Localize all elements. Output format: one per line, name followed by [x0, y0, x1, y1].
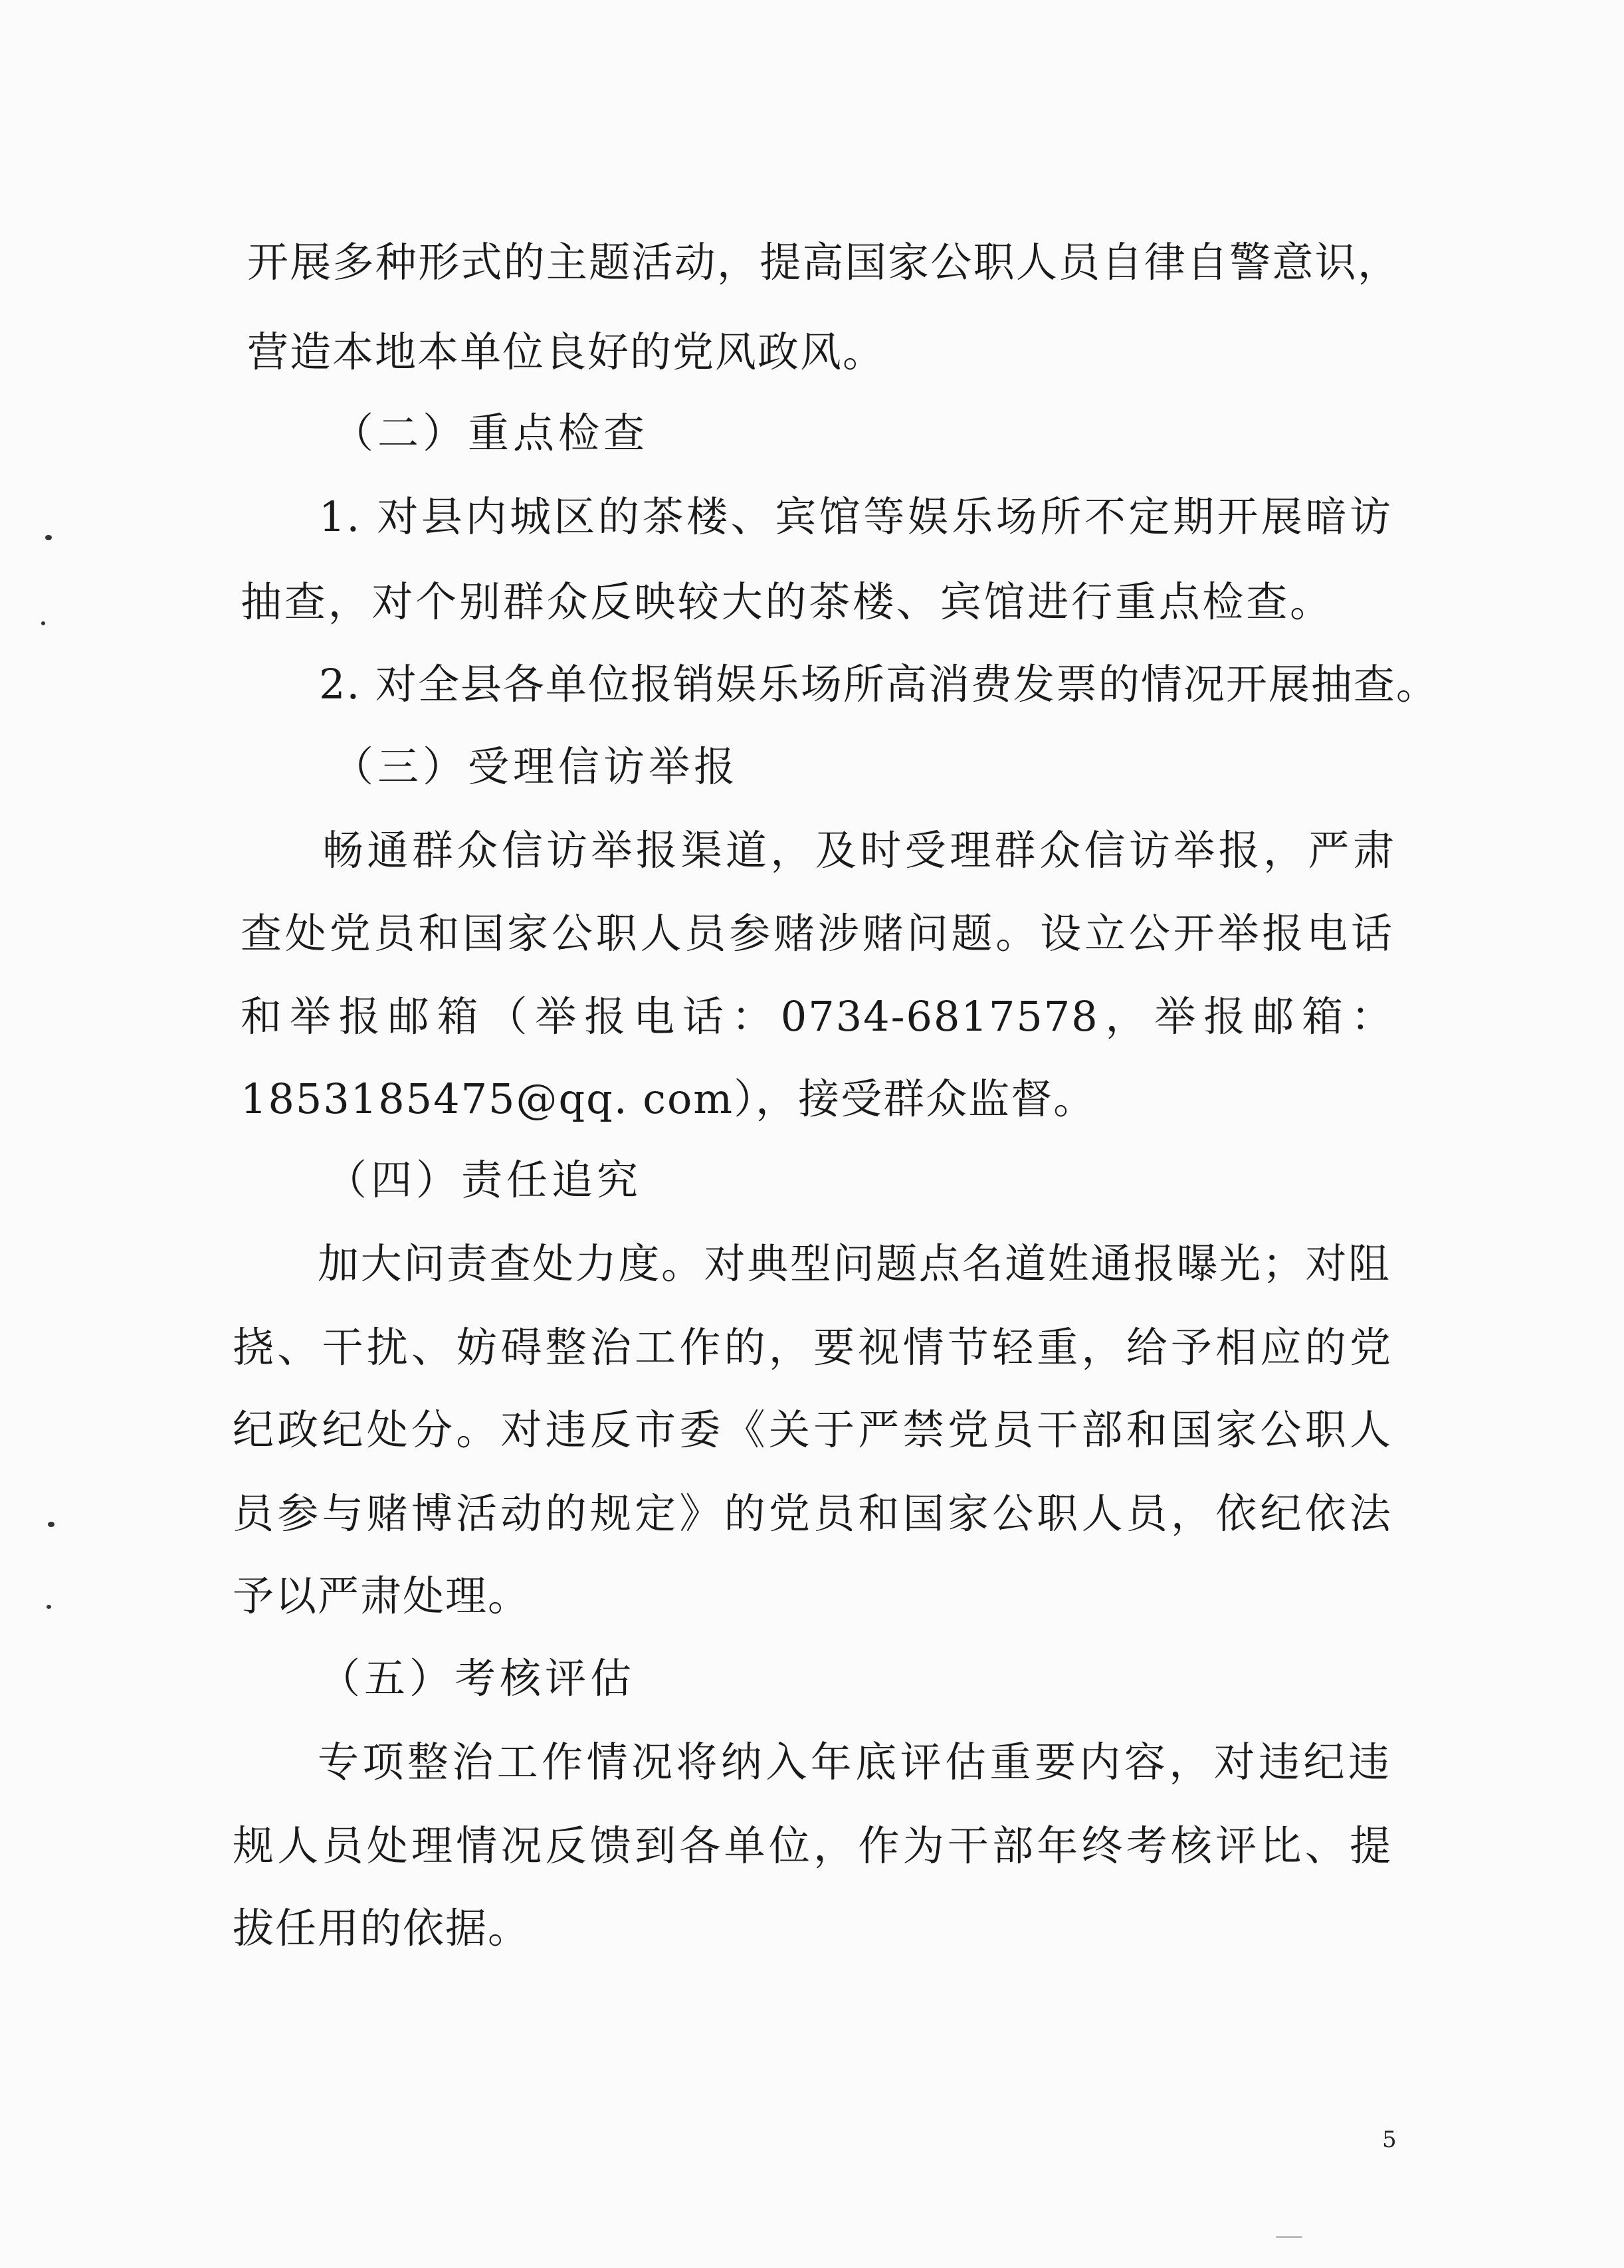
page-number: 5 [1382, 2126, 1397, 2153]
scan-speck [48, 1522, 54, 1527]
scan-speck [41, 621, 45, 625]
section-heading: （三）受理信访举报 [332, 742, 740, 791]
section-heading: （四）责任追究 [326, 1156, 643, 1204]
scan-speck [1276, 2236, 1302, 2238]
paragraph-line: 营造本地本单位良好的党风政风。 [247, 328, 886, 376]
section-heading: （二）重点检查 [332, 409, 649, 457]
paragraph-line: 查处党员和国家公职人员参赌涉赌问题。设立公开举报电话 [241, 909, 1393, 958]
paragraph-line: 员参与赌博活动的规定》的党员和国家公职人员，依纪依法 [233, 1489, 1392, 1538]
section-heading: （五）考核评估 [319, 1654, 636, 1702]
paragraph-line: 加大问责查处力度。对典型问题点名道姓通报曝光；对阻 [318, 1239, 1391, 1288]
paragraph-line: 予以严肃处理。 [233, 1572, 531, 1620]
scan-speck [45, 535, 52, 540]
paragraph-line: 1. 对县内城区的茶楼、宾馆等娱乐场所不定期开展暗访 [319, 492, 1392, 541]
paragraph-line: 规人员处理情况反馈到各单位，作为干部年终考核评比、提 [233, 1821, 1392, 1870]
paragraph-line: 挠、干扰、妨碍整治工作的，要视情节轻重，给予相应的党 [233, 1323, 1392, 1372]
paragraph-line: 1853185475@qq. com），接受群众监督。 [241, 1075, 1096, 1123]
paragraph-line: 拔任用的依据。 [233, 1904, 531, 1952]
paragraph-line: 专项整治工作情况将纳入年底评估重要内容，对违纪违 [318, 1738, 1391, 1786]
paragraph-line: 开展多种形式的主题活动，提高国家公职人员自律自警意识， [247, 238, 1400, 286]
paragraph-line: 畅通群众信访举报渠道，及时受理群众信访举报，严肃 [322, 826, 1395, 875]
paragraph-line: 纪政纪处分。对违反市委《关于严禁党员干部和国家公职人 [233, 1405, 1392, 1454]
paragraph-line: 2. 对全县各单位报销娱乐场所高消费发票的情况开展抽查。 [319, 660, 1439, 708]
paragraph-line: 和举报邮箱（举报电话：0734-6817578，举报邮箱： [241, 992, 1393, 1041]
paragraph-line: 抽查，对个别群众反映较大的茶楼、宾馆进行重点检查。 [241, 577, 1332, 626]
scan-speck [47, 1605, 51, 1609]
